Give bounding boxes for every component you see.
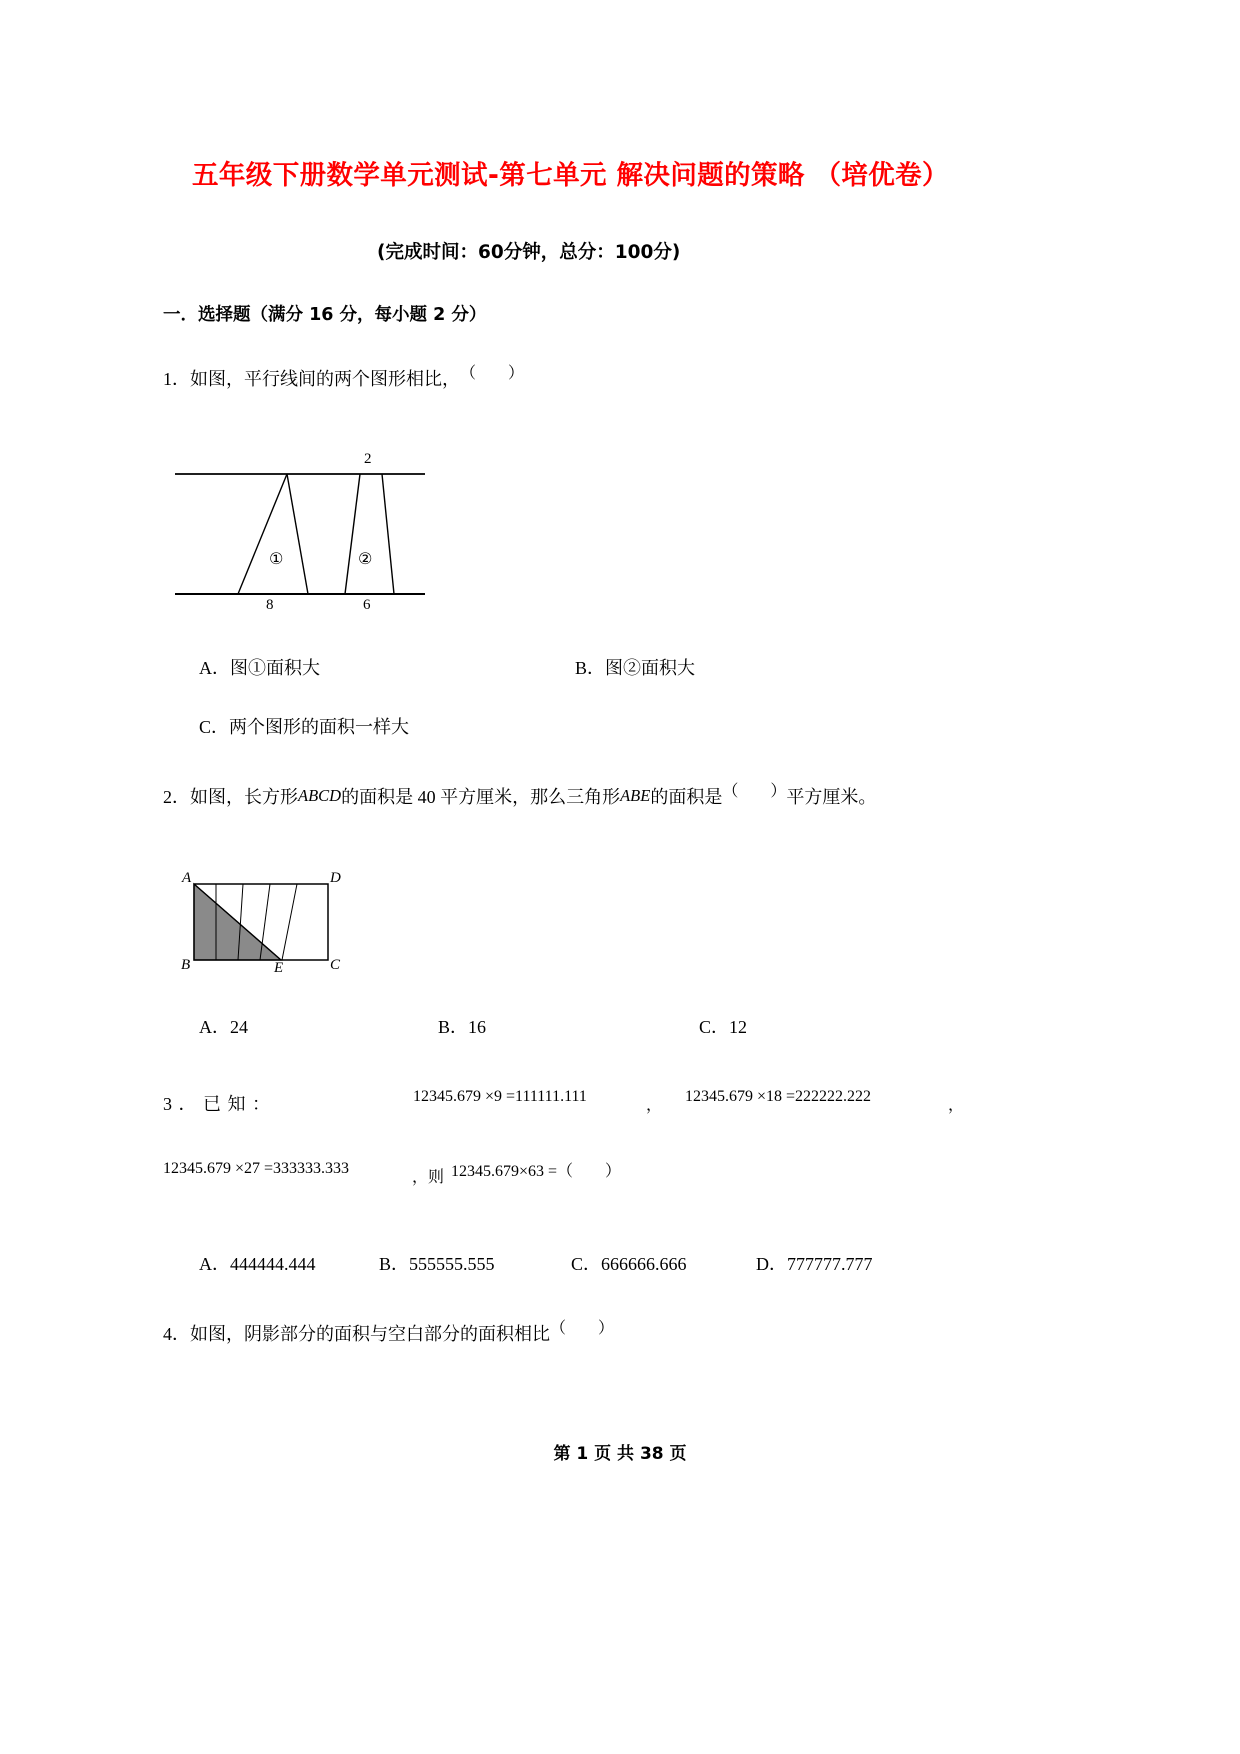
figure-vertex-e: E <box>274 960 284 976</box>
question-2-option-c[interactable]: C．12 <box>699 1017 748 1037</box>
section-heading: 一．选择题（满分 16 分，每小题 2 分） <box>163 305 487 325</box>
question-2-text-part4: 平方厘米。 <box>786 787 877 807</box>
question-3-expression-2: 12345.679 ×18 =222222.222 <box>685 1088 872 1105</box>
question-2-option-b[interactable]: B．16 <box>438 1017 487 1037</box>
question-4-text: 4．如图，阴影部分的面积与空白部分的面积相比 <box>163 1324 550 1344</box>
question-2-stem <box>163 778 876 809</box>
question-3-separator-1: ， <box>646 1097 663 1114</box>
question-2-math-abe: ABE <box>620 786 651 805</box>
figure-label-base-2: 6 <box>363 597 371 613</box>
question-1-blank: （ ） <box>460 365 525 382</box>
question-3-option-c[interactable]: C．666666.666 <box>571 1254 687 1274</box>
figure-label-base-1: 8 <box>266 597 274 613</box>
question-4-blank: （ ） <box>550 1320 615 1337</box>
question-2-figure <box>178 872 358 982</box>
question-3-expression-4: 12345.679×63 =（ ） <box>451 1163 622 1180</box>
question-2-blank: （ ） <box>722 783 787 800</box>
figure-label-top: 2 <box>364 451 372 467</box>
question-1-option-c[interactable]: C．两个图形的面积一样大 <box>199 717 410 737</box>
question-3-option-d[interactable]: D．777777.777 <box>756 1254 873 1274</box>
question-3-separator-3: ，则 <box>412 1169 445 1186</box>
question-2-option-a[interactable]: A．24 <box>199 1017 248 1037</box>
figure-vertex-b: B <box>181 957 191 973</box>
page-footer: 第 1 页 共 38 页 <box>553 1444 687 1464</box>
question-3-separator-2: ， <box>948 1097 965 1114</box>
question-4-stem <box>163 1315 614 1346</box>
question-3-stem-prefix: 3 ． 已 知 ： <box>163 1094 271 1114</box>
question-2-text-part3: 的面积是 <box>650 787 723 807</box>
page-title: 五年级下册数学单元测试-第七单元 解决问题的策略 （培优卷） <box>192 160 949 191</box>
question-1-option-a[interactable]: A．图①面积大 <box>199 658 320 678</box>
figure-vertex-a: A <box>182 870 192 886</box>
figure-vertex-d: D <box>330 870 341 886</box>
question-3-expression-3: 12345.679 ×27 =333333.333 <box>163 1160 350 1177</box>
parallel-lines-diagram <box>175 455 430 615</box>
figure-vertex-c: C <box>330 957 341 973</box>
question-1-figure <box>175 451 430 615</box>
question-2-text-part1: 2．如图，长方形 <box>163 787 298 807</box>
question-3-option-a[interactable]: A．444444.444 <box>199 1254 316 1274</box>
figure-label-shape-1: ① <box>269 549 284 568</box>
question-1-option-b[interactable]: B．图②面积大 <box>575 658 696 678</box>
question-1-text: 1．如图，平行线间的两个图形相比， <box>163 369 460 389</box>
question-3-expression-1: 12345.679 ×9 =111111.111 <box>413 1088 587 1105</box>
figure-label-shape-2: ② <box>358 549 373 568</box>
question-2-text-part2: 的面积是 40 平方厘米，那么三角形 <box>341 787 621 807</box>
question-1-stem <box>163 360 524 391</box>
question-3-option-b[interactable]: B．555555.555 <box>379 1254 495 1274</box>
question-2-math-abcd: ABCD <box>298 786 342 805</box>
exam-subtitle: (完成时间：60分钟，总分：100分) <box>377 242 681 263</box>
